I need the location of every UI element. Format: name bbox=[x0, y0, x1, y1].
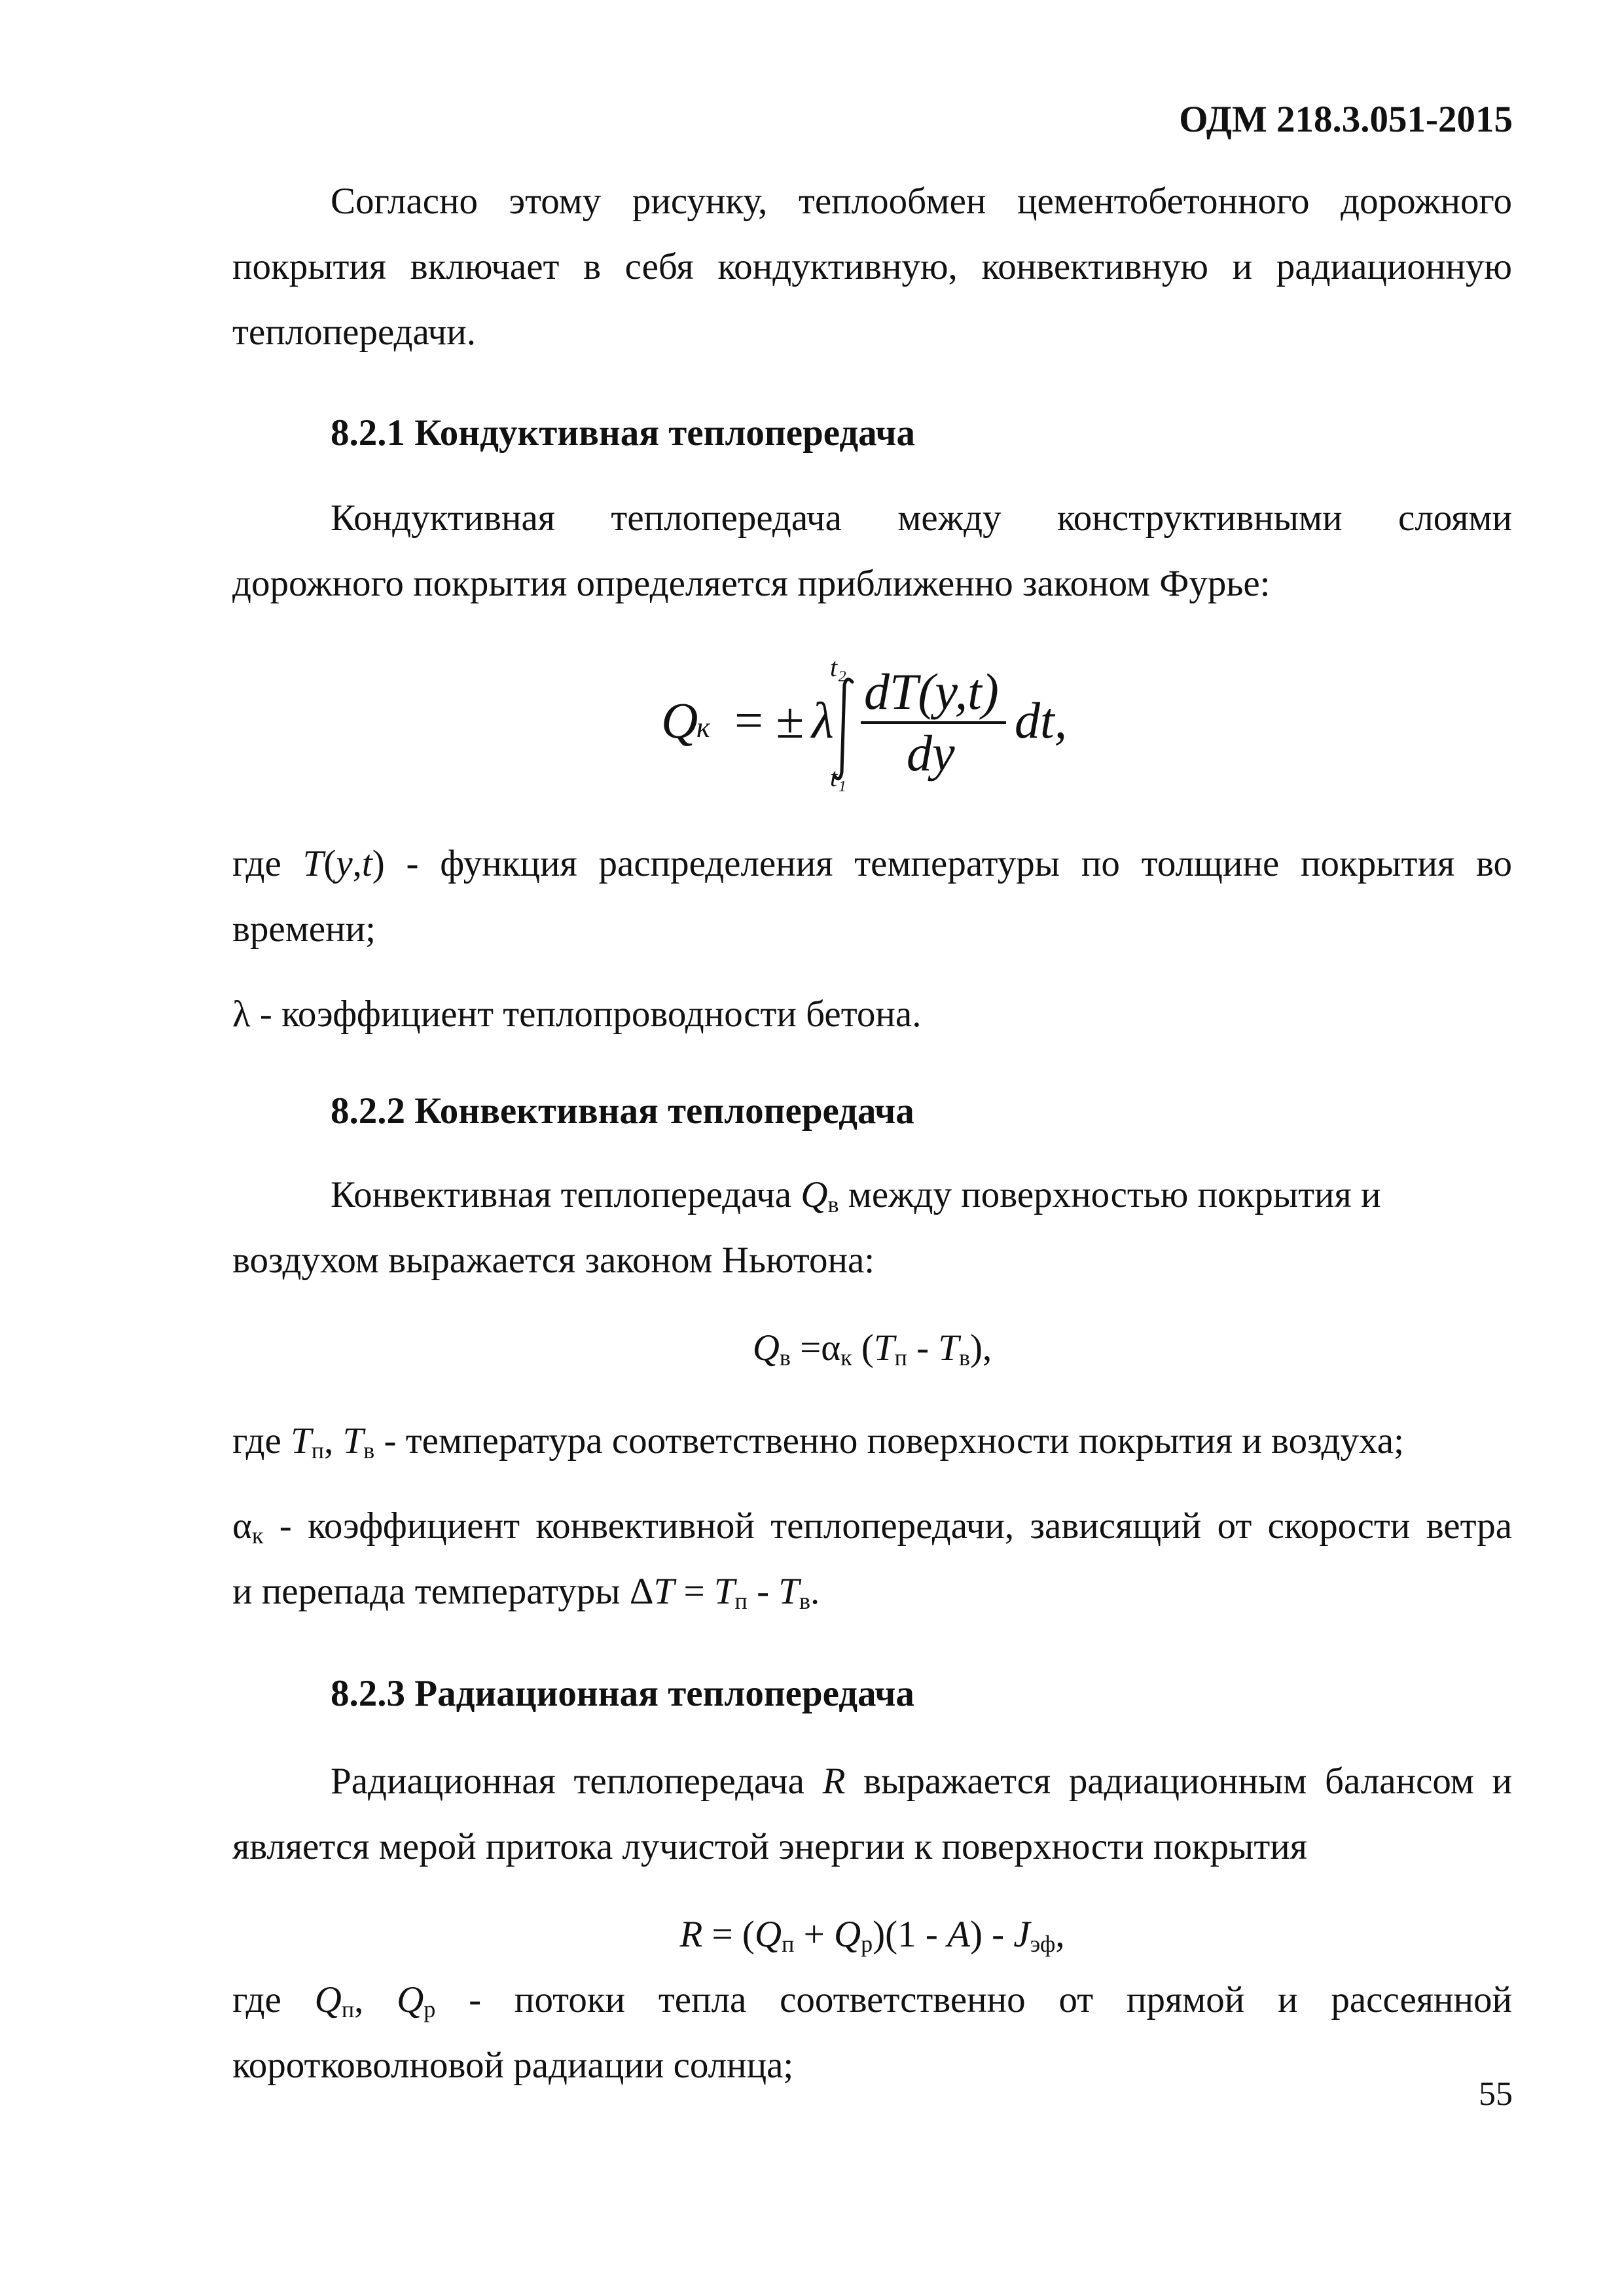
formula-denominator: dy bbox=[907, 725, 955, 781]
page-number: 55 bbox=[1479, 2075, 1513, 2113]
section-heading-8-2-3: 8.2.3 Радиационная теплопередача bbox=[331, 1673, 914, 1714]
integral-upper-limit: t₂ bbox=[830, 653, 847, 682]
integral-lower-limit: t₁ bbox=[830, 762, 847, 792]
fourier-formula bbox=[661, 655, 1067, 792]
intro-line-3: теплопередачи. bbox=[232, 312, 476, 353]
s822-paragraph-line-2: воздухом выражается законом Ньютона: bbox=[232, 1240, 875, 1281]
alpha-definition-line-2: и перепада температуры $\Delta T = T_п - T_в$. bbox=[232, 1571, 820, 1614]
fraction-bar bbox=[861, 721, 1006, 724]
s822-paragraph-line-1: Конвективная теплопередача $Q_в$ между поверхностью покрытия и bbox=[331, 1174, 1381, 1217]
document-code: ОДМ 218.3.051-2015 bbox=[1179, 99, 1513, 140]
formula-lambda: λ bbox=[812, 692, 834, 749]
formula-numerator: dT(y,t) bbox=[864, 663, 999, 720]
s823-where-line-1: где $Q_п$, $Q_р$ - потоки тепла соответственно от прямой и рассеянной bbox=[232, 1979, 1512, 2022]
s821-where-line-1: где T(y,t) - функция распределения температуры по толщине покрытия во bbox=[232, 843, 1512, 884]
radiation-formula: $R = (Q_п + Q_р)(1 - A) - J_{эф}$, bbox=[679, 1914, 1065, 1957]
formula-lhs: Q bbox=[661, 692, 698, 749]
s823-paragraph-line-2: является мерой притока лучистой энергии к поверхности покрытия bbox=[232, 1826, 1307, 1867]
s822-where-line: где $T_п$, $T_в$ - температура соответственно поверхности покрытия и воздуха; bbox=[232, 1420, 1404, 1463]
formula-tail: dt, bbox=[1015, 692, 1068, 749]
s821-paragraph-line-1: Кондуктивная теплопередача между конструктивными слоями bbox=[331, 497, 1512, 539]
lambda-definition: λ - коэффициент теплопроводности бетона. bbox=[232, 994, 922, 1035]
alpha-definition-line-1: $\alpha_к$ - коэффициент конвективной теплопередачи, зависящий от скорости ветра bbox=[232, 1505, 1512, 1549]
intro-line-1: Согласно этому рисунку, теплообмен цементобетонного дорожного bbox=[331, 181, 1512, 222]
formula-equals-plusminus: = ± bbox=[734, 692, 804, 749]
s823-paragraph-line-1: Радиационная теплопередача R выражается радиационным балансом и bbox=[331, 1761, 1512, 1802]
s821-where-line-2: времени; bbox=[232, 908, 376, 950]
section-heading-8-2-1: 8.2.1 Кондуктивная теплопередача bbox=[331, 412, 916, 454]
intro-line-2: покрытия включает в себя кондуктивную, конвективную и радиационную bbox=[232, 246, 1512, 287]
s823-where-line-2: коротковолновой радиации солнца; bbox=[232, 2045, 794, 2086]
s821-paragraph-line-2: дорожного покрытия определяется приближенно законом Фурье: bbox=[232, 563, 1271, 604]
newton-formula: $Q_в =\alpha_к$ $(T_п - T_в)$, bbox=[752, 1327, 992, 1371]
formula-lhs-subscript: к bbox=[696, 711, 710, 744]
section-heading-8-2-2: 8.2.2 Конвективная теплопередача bbox=[331, 1090, 914, 1132]
